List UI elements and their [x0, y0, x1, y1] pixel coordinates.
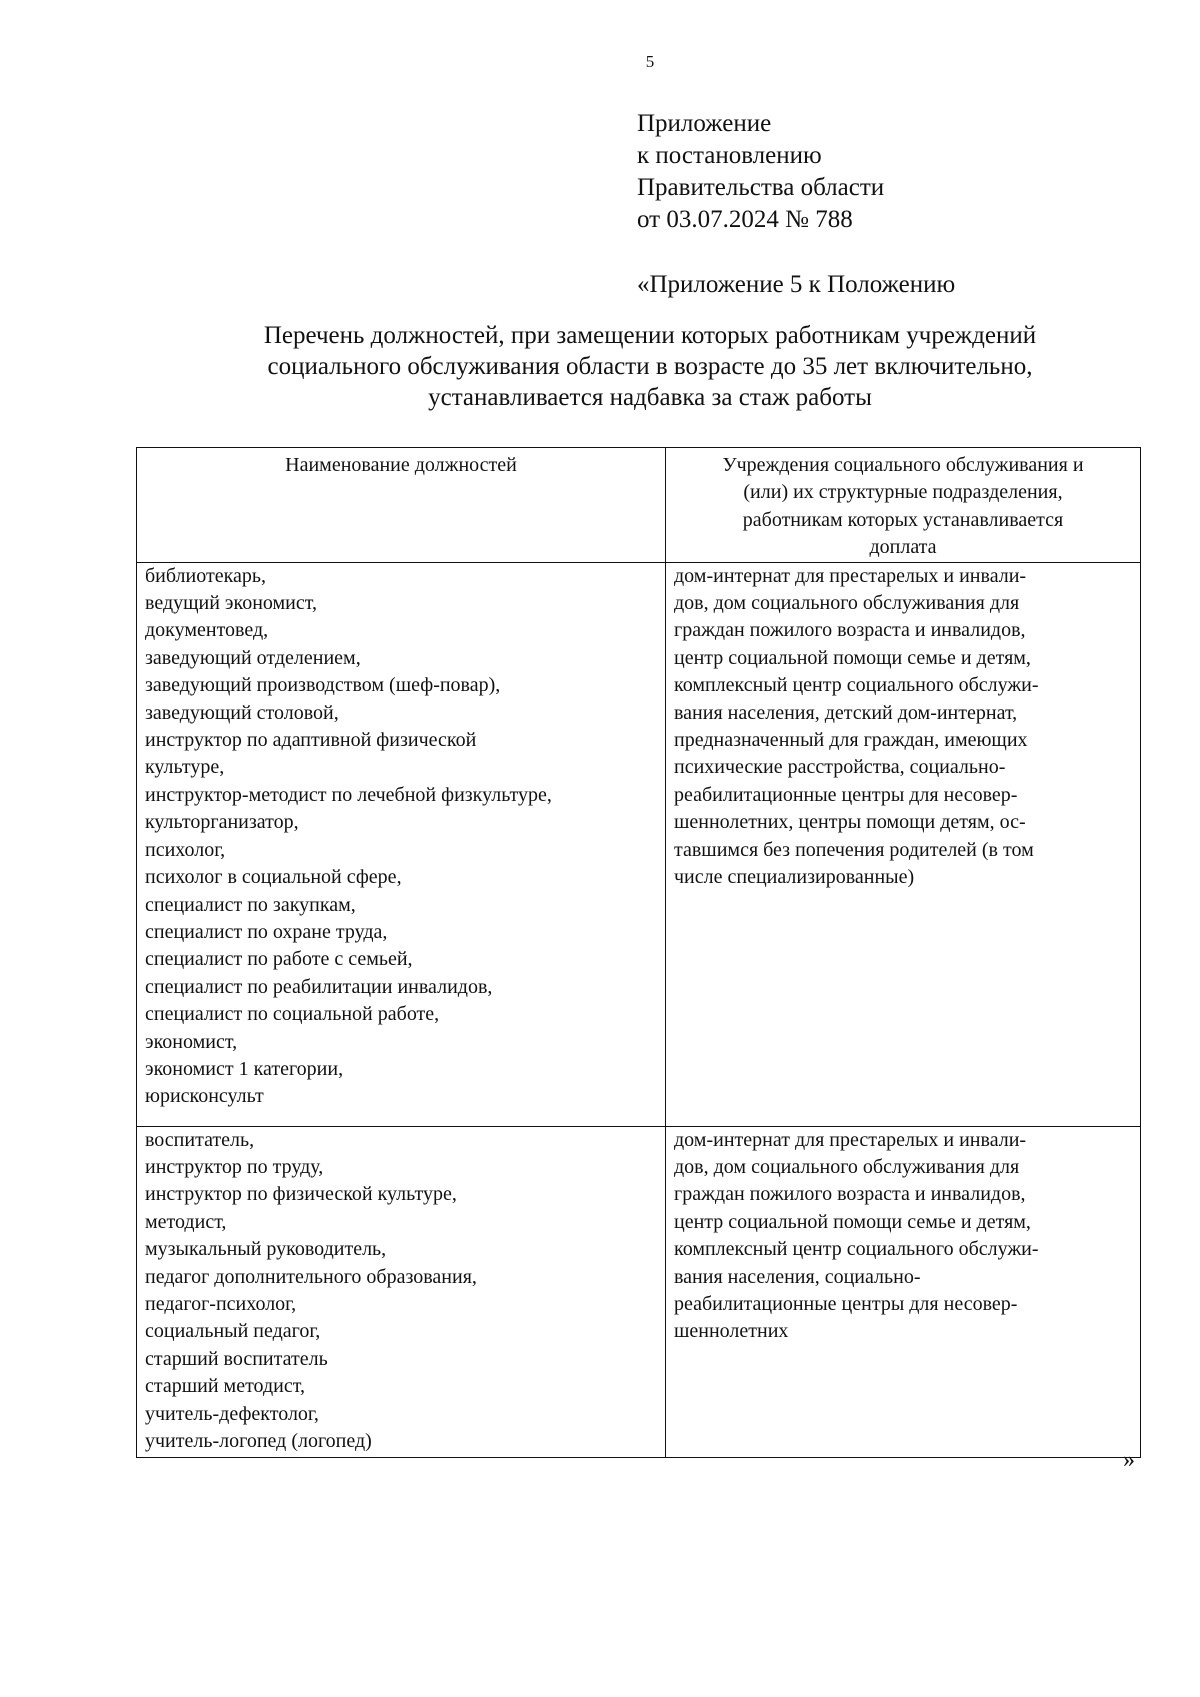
positions-cell — [137, 562, 666, 1126]
cell-line: учитель-логопед (логопед) — [145, 1430, 372, 1453]
cell-line: инструктор по физической культуре, — [145, 1183, 457, 1206]
cell-line: центр социальной помощи семье и детям, — [674, 646, 1031, 669]
positions-table — [136, 447, 1141, 1458]
cell-line: документовед, — [145, 619, 269, 642]
institutions-cell — [666, 562, 1141, 1126]
cell-line: культорганизатор, — [145, 811, 299, 834]
cell-line: методист, — [145, 1210, 227, 1233]
cell-line: психолог, — [145, 838, 226, 861]
cell-line: дов, дом социального обслуживания для — [674, 592, 1020, 615]
cell-line: музыкальный руководитель, — [145, 1238, 387, 1261]
cell-line: воспитатель, — [145, 1128, 255, 1151]
cell-line: юрисконсульт — [145, 1085, 264, 1108]
cell-line: психолог в социальной сфере, — [145, 866, 402, 889]
title-line: устанавливается надбавка за стаж работы — [428, 384, 872, 411]
cell-line: специалист по работе с семьей, — [145, 948, 413, 971]
cell-line: центр социальной помощи семье и детям, — [674, 1210, 1031, 1233]
cell-line: специалист по социальной работе, — [145, 1003, 440, 1026]
cell-line: специалист по реабилитации инвалидов, — [145, 975, 493, 998]
cell-line: предназначенный для граждан, имеющих — [674, 729, 1028, 752]
header-line: (или) их структурные подразделения, — [743, 481, 1063, 504]
cell-line: культуре, — [145, 756, 225, 779]
approval-line: от 03.07.2024 № 788 — [637, 206, 853, 233]
cell-line: специалист по закупкам, — [145, 893, 356, 916]
table-row — [137, 562, 1141, 1126]
cell-line: комплексный центр социального обслужи- — [674, 674, 1039, 697]
header-institutions — [666, 448, 1141, 563]
header-line: Учреждения социального обслуживания и — [722, 454, 1084, 476]
cell-line: ведущий экономист, — [145, 592, 318, 615]
cell-line: экономист, — [145, 1030, 238, 1053]
cell-line: старший методист, — [145, 1375, 305, 1398]
cell-line: педагог-психолог, — [145, 1293, 297, 1316]
approval-line: к постановлению — [637, 142, 822, 169]
table-header-row — [137, 448, 1141, 563]
positions-cell — [137, 1126, 666, 1457]
institutions-cell — [666, 1126, 1141, 1457]
cell-line: вания населения, детский дом-интернат, — [674, 701, 1018, 724]
cell-line: учитель-дефектолог, — [145, 1402, 319, 1425]
cell-line: шеннолетних — [674, 1320, 789, 1343]
cell-line: заведующий производством (шеф-повар), — [145, 674, 501, 697]
approval-line: Приложение — [637, 110, 772, 137]
cell-line: инструктор-методист по лечебной физкультуре, — [145, 783, 552, 806]
title-line: социального обслуживания области в возрасте до 35 лет включительно, — [267, 353, 1033, 380]
cell-line: педагог дополнительного образования, — [145, 1265, 477, 1288]
cell-line: старший воспитатель — [145, 1347, 328, 1370]
header-positions: Наименование должностей — [137, 448, 666, 563]
cell-line: тавшимся без попечения родителей (в том — [674, 838, 1034, 861]
cell-line: социальный педагог, — [145, 1320, 321, 1343]
page-number: 5 — [645, 52, 655, 71]
title-line: Перечень должностей, при замещении которых работникам учреждений — [263, 322, 1037, 349]
cell-line: граждан пожилого возраста и инвалидов, — [674, 619, 1026, 642]
cell-line: граждан пожилого возраста и инвалидов, — [674, 1183, 1026, 1206]
approval-line: Правительства области — [637, 174, 885, 201]
cell-line: дом-интернат для престарелых и инвали- — [674, 564, 1027, 587]
closing-quote: » — [1123, 1447, 1135, 1473]
table-row — [137, 1126, 1141, 1457]
header-line: доплата — [869, 536, 937, 559]
header-line: работникам которых устанавливается — [742, 508, 1064, 531]
cell-line: экономист 1 категории, — [145, 1057, 344, 1080]
cell-line: вания населения, социально- — [674, 1265, 921, 1288]
cell-line: инструктор по адаптивной физической — [145, 729, 477, 752]
cell-line: реабилитационные центры для несовер- — [674, 783, 1018, 806]
cell-line: дов, дом социального обслуживания для — [674, 1156, 1020, 1179]
annex-heading: «Приложение 5 к Положению — [637, 271, 956, 298]
cell-line: библиотекарь, — [145, 564, 267, 587]
cell-line: заведующий столовой, — [145, 701, 339, 724]
cell-line: психические расстройства, социально- — [674, 756, 1006, 779]
cell-line: специалист по охране труда, — [145, 920, 388, 943]
cell-line: дом-интернат для престарелых и инвали- — [674, 1128, 1027, 1151]
cell-line: числе специализированные) — [674, 866, 915, 889]
cell-line: реабилитационные центры для несовер- — [674, 1293, 1018, 1316]
cell-line: шеннолетних, центры помощи детям, ос- — [674, 811, 1026, 834]
cell-line: инструктор по труду, — [145, 1156, 324, 1179]
document-title — [140, 320, 1160, 413]
approval-block — [637, 108, 884, 236]
cell-line: заведующий отделением, — [145, 646, 361, 669]
cell-line: комплексный центр социального обслужи- — [674, 1238, 1039, 1261]
